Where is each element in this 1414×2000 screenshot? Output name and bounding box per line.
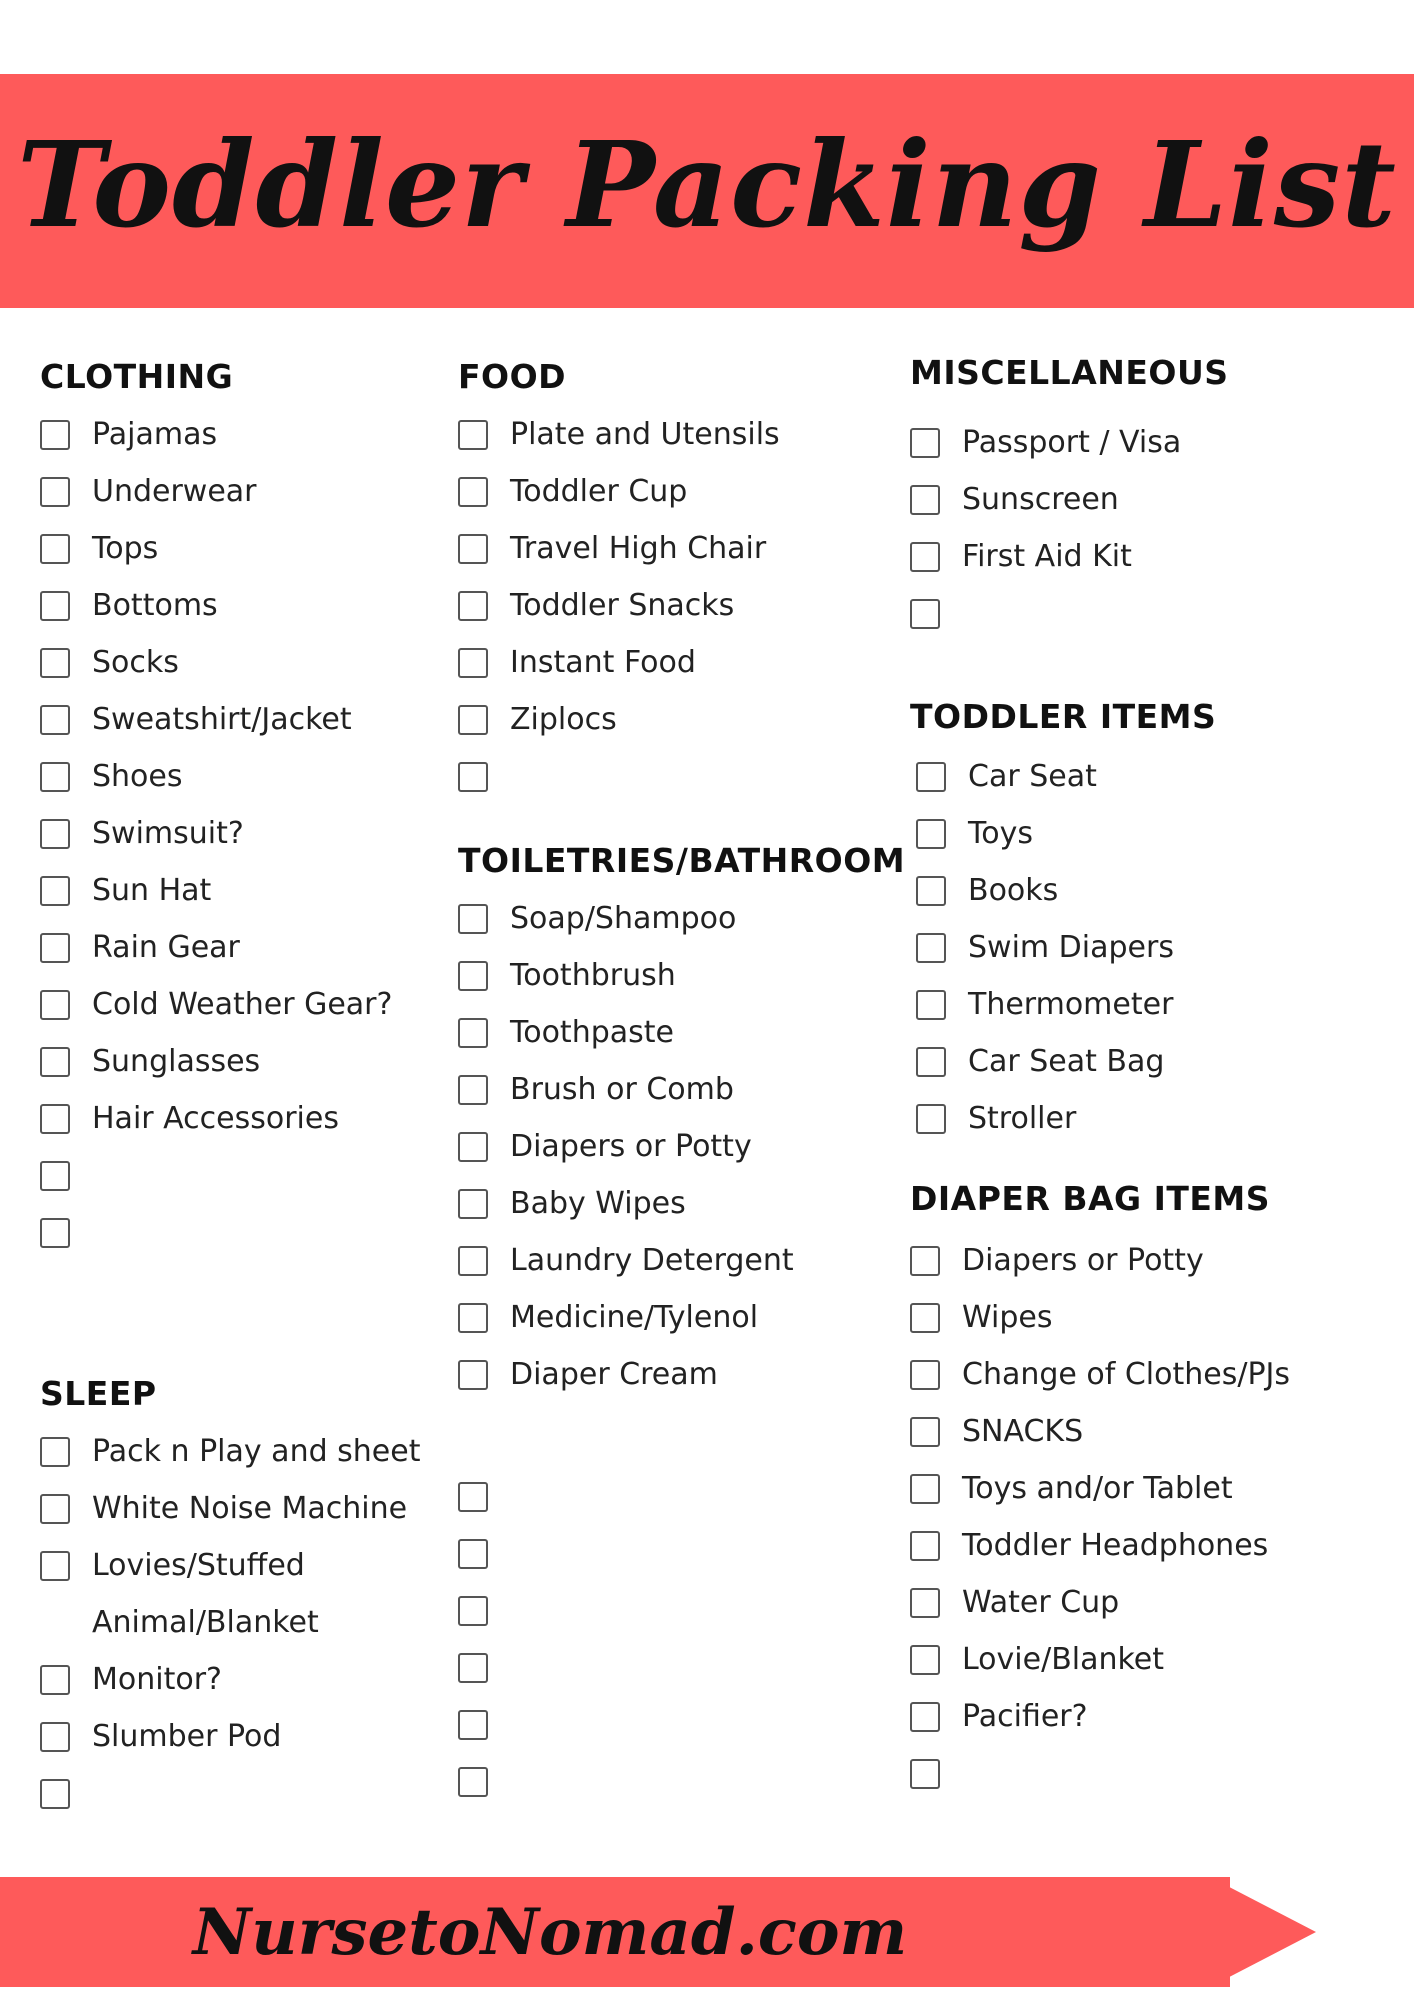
checklist-item <box>40 410 440 467</box>
checklist-item-label: Ziplocs <box>510 702 617 737</box>
checklist-item-label: Plate and Utensils <box>510 417 780 452</box>
checklist-item-label: Car Seat <box>968 759 1097 794</box>
checklist-item <box>910 475 1390 532</box>
checklist-sleep <box>40 1427 440 1826</box>
checklist-item <box>916 866 1390 923</box>
checkbox[interactable] <box>458 420 488 450</box>
checkbox[interactable] <box>916 933 946 963</box>
checklist-item-label: Soap/Shampoo <box>510 901 737 936</box>
checkbox[interactable] <box>40 648 70 678</box>
checklist-item-label: Toddler Cup <box>510 474 688 509</box>
section-heading-miscellaneous: MISCELLANEOUS <box>910 353 1229 392</box>
checkbox[interactable] <box>910 1246 940 1276</box>
checklist-item <box>458 410 878 467</box>
checkbox[interactable] <box>916 819 946 849</box>
section-heading-diaper-bag: DIAPER BAG ITEMS <box>910 1179 1271 1218</box>
checkbox[interactable] <box>910 599 940 629</box>
checkbox[interactable] <box>458 534 488 564</box>
checkbox[interactable] <box>40 1722 70 1752</box>
checkbox[interactable] <box>458 1189 488 1219</box>
checklist-item-label: Water Cup <box>962 1585 1120 1620</box>
checklist-item-label: Diapers or Potty <box>962 1243 1204 1278</box>
checklist-item <box>40 980 440 1037</box>
checklist-item-label: Sun Hat <box>92 873 212 908</box>
checklist-item <box>916 923 1390 980</box>
checklist-item-label: Stroller <box>968 1101 1077 1136</box>
footer-arrow-shape <box>1210 1877 1316 1987</box>
checklist-item-label: Car Seat Bag <box>968 1044 1165 1079</box>
checkbox[interactable] <box>40 1437 70 1467</box>
checklist-item-label: Sunscreen <box>962 482 1119 517</box>
checkbox[interactable] <box>40 477 70 507</box>
checklist-item <box>40 1484 440 1541</box>
checklist-item-label: Socks <box>92 645 179 680</box>
checkbox[interactable] <box>458 1018 488 1048</box>
checkbox[interactable] <box>910 1417 940 1447</box>
checklist-item-label: Wipes <box>962 1300 1053 1335</box>
checklist-item-label: Toys <box>968 816 1033 851</box>
section-toiletries-extra <box>458 1472 558 1814</box>
checklist-item-label: Thermometer <box>968 987 1174 1022</box>
checkbox[interactable] <box>458 1303 488 1333</box>
checklist-item <box>458 1586 558 1643</box>
checklist-item-label: Rain Gear <box>92 930 240 965</box>
section-sleep <box>40 1371 440 1826</box>
checklist-item-label: Books <box>968 873 1059 908</box>
checklist-item-label: Monitor? <box>92 1662 222 1697</box>
checklist-item-label: Bottoms <box>92 588 218 623</box>
checklist-item <box>910 1749 1390 1806</box>
checklist-item <box>458 951 888 1008</box>
checklist-item-label: Laundry Detergent <box>510 1243 794 1278</box>
checkbox[interactable] <box>910 1702 940 1732</box>
section-heading-clothing: CLOTHING <box>40 357 234 396</box>
checklist-item-label: Toddler Headphones <box>962 1528 1269 1563</box>
checkbox[interactable] <box>458 1767 488 1797</box>
checklist-item-label: Sunglasses <box>92 1044 261 1079</box>
checkbox[interactable] <box>40 420 70 450</box>
checklist-item <box>910 1521 1390 1578</box>
checkbox[interactable] <box>458 1360 488 1390</box>
checklist-item-label: Swim Diapers <box>968 930 1174 965</box>
checkbox[interactable] <box>458 961 488 991</box>
title-banner <box>0 74 1414 308</box>
checklist-item-label: Instant Food <box>510 645 696 680</box>
checkbox[interactable] <box>40 1104 70 1134</box>
checklist-item <box>910 1635 1390 1692</box>
checkbox[interactable] <box>458 1539 488 1569</box>
checklist-item <box>40 524 440 581</box>
checklist-item <box>40 638 440 695</box>
checkbox[interactable] <box>40 1665 70 1695</box>
checklist-item <box>910 1464 1390 1521</box>
checklist-item <box>910 589 1390 646</box>
checklist-miscellaneous <box>910 418 1390 646</box>
checklist-item <box>458 1529 558 1586</box>
checklist-item <box>916 809 1390 866</box>
checklist-item-label: Sweatshirt/Jacket <box>92 702 352 737</box>
checklist-item <box>458 1757 558 1814</box>
checklist-item-label: Diapers or Potty <box>510 1129 752 1164</box>
checkbox[interactable] <box>910 428 940 458</box>
checkbox[interactable] <box>458 904 488 934</box>
checklist-item <box>916 980 1390 1037</box>
checklist-item-label: Lovies/Stuffed Animal/Blanket <box>92 1548 319 1640</box>
section-heading-food: FOOD <box>458 357 567 396</box>
checklist-item-label: Tops <box>92 531 159 566</box>
checkbox[interactable] <box>910 1645 940 1675</box>
checklist-item <box>458 581 878 638</box>
checkbox[interactable] <box>40 933 70 963</box>
checklist-item-label: Slumber Pod <box>92 1719 282 1754</box>
checkbox[interactable] <box>40 990 70 1020</box>
section-clothing <box>40 354 440 1265</box>
checklist-item-label: Underwear <box>92 474 257 509</box>
checklist-item <box>910 1692 1390 1749</box>
checklist-item-label: Travel High Chair <box>510 531 767 566</box>
checkbox[interactable] <box>910 1531 940 1561</box>
checklist-item-label: Pajamas <box>92 417 218 452</box>
checklist-item-label: Toys and/or Tablet <box>962 1471 1233 1506</box>
checklist-item <box>910 1407 1390 1464</box>
checklist-item-label: Swimsuit? <box>92 816 244 851</box>
section-food <box>458 354 878 809</box>
checklist-item <box>40 1037 440 1094</box>
checklist-item <box>458 1472 558 1529</box>
checklist-item <box>910 1236 1390 1293</box>
checklist-item <box>458 1700 558 1757</box>
checklist-item-label: Lovie/Blanket <box>962 1642 1165 1677</box>
checklist-diaper-bag <box>910 1236 1390 1806</box>
checklist-item-label: Hair Accessories <box>92 1101 339 1136</box>
checkbox[interactable] <box>40 1161 70 1191</box>
checkbox[interactable] <box>458 1075 488 1105</box>
checkbox[interactable] <box>910 1474 940 1504</box>
checklist-item <box>458 695 878 752</box>
checkbox[interactable] <box>910 1588 940 1618</box>
checklist-item <box>40 752 440 809</box>
checklist-item <box>910 1350 1390 1407</box>
checklist-item <box>910 1578 1390 1635</box>
checklist-item-label: First Aid Kit <box>962 539 1132 574</box>
checklist-item-label: Toothpaste <box>510 1015 674 1050</box>
checklist-toiletries-extra <box>458 1472 558 1814</box>
checkbox[interactable] <box>458 1653 488 1683</box>
checkbox[interactable] <box>916 990 946 1020</box>
checkbox[interactable] <box>916 1104 946 1134</box>
checklist-item <box>458 638 878 695</box>
checkbox[interactable] <box>458 1710 488 1740</box>
section-miscellaneous <box>910 350 1390 646</box>
checkbox[interactable] <box>40 534 70 564</box>
checkbox[interactable] <box>40 819 70 849</box>
checkbox[interactable] <box>40 1218 70 1248</box>
checklist-item <box>916 1094 1390 1151</box>
checkbox[interactable] <box>458 1246 488 1276</box>
checklist-item <box>40 581 440 638</box>
checklist-item <box>458 467 878 524</box>
checklist-item <box>916 1037 1390 1094</box>
checkbox[interactable] <box>458 1596 488 1626</box>
checkbox[interactable] <box>40 1047 70 1077</box>
checkbox[interactable] <box>910 1360 940 1390</box>
checklist-item <box>910 532 1390 589</box>
checklist-item <box>40 467 440 524</box>
checklist-item <box>458 1236 888 1293</box>
section-diaper-bag <box>910 1176 1390 1806</box>
checklist-item-label: Passport / Visa <box>962 425 1182 460</box>
checkbox[interactable] <box>40 762 70 792</box>
checklist-item <box>458 894 888 951</box>
checkbox[interactable] <box>910 1759 940 1789</box>
section-toiletries <box>458 838 906 1407</box>
checklist-item <box>916 752 1390 809</box>
checklist-item <box>40 1208 440 1265</box>
checkbox[interactable] <box>40 876 70 906</box>
checkbox[interactable] <box>910 485 940 515</box>
checklist-item-label: Toothbrush <box>510 958 676 993</box>
checklist-item-label: Brush or Comb <box>510 1072 734 1107</box>
checklist-item <box>910 418 1390 475</box>
checklist-item-label: Pacifier? <box>962 1699 1088 1734</box>
checkbox[interactable] <box>40 705 70 735</box>
checklist-item <box>458 1065 888 1122</box>
checklist-food <box>458 410 878 809</box>
checklist-item <box>40 866 440 923</box>
checkbox[interactable] <box>458 591 488 621</box>
section-toddler-items <box>910 694 1390 1151</box>
footer-website: NursetoNomad.com <box>192 1894 908 1970</box>
checklist-item <box>458 752 878 809</box>
checklist-item <box>458 1008 888 1065</box>
checklist-item <box>458 1122 888 1179</box>
checklist-item-label: Cold Weather Gear? <box>92 987 393 1022</box>
checklist-item <box>40 1094 440 1151</box>
checklist-item-label: Change of Clothes/PJs <box>962 1357 1291 1392</box>
section-heading-sleep: SLEEP <box>40 1374 157 1413</box>
checkbox[interactable] <box>40 1494 70 1524</box>
checklist-item <box>458 1350 888 1407</box>
checklist-item <box>910 1293 1390 1350</box>
checklist-item-label: Pack n Play and sheet <box>92 1434 421 1469</box>
checkbox[interactable] <box>40 591 70 621</box>
checklist-item <box>40 809 440 866</box>
checklist-item-label: Medicine/Tylenol <box>510 1300 759 1335</box>
checklist-item <box>40 1541 440 1655</box>
checkbox[interactable] <box>458 705 488 735</box>
checkbox[interactable] <box>458 1482 488 1512</box>
checklist-item-label: White Noise Machine <box>92 1491 408 1526</box>
checklist-toddler-items <box>916 752 1390 1151</box>
checkbox[interactable] <box>458 648 488 678</box>
checkbox[interactable] <box>458 1132 488 1162</box>
section-heading-toiletries: TOILETRIES/BATHROOM <box>458 841 906 880</box>
checklist-item <box>458 524 878 581</box>
checkbox[interactable] <box>910 542 940 572</box>
checklist-item <box>40 1427 440 1484</box>
checklist-clothing <box>40 410 440 1265</box>
checklist-item <box>40 1712 440 1769</box>
checklist-item <box>40 1151 440 1208</box>
checkbox[interactable] <box>910 1303 940 1333</box>
checkbox[interactable] <box>458 762 488 792</box>
checklist-item <box>40 1655 440 1712</box>
checklist-item <box>458 1293 888 1350</box>
checklist-item-label: Diaper Cream <box>510 1357 718 1392</box>
checkbox[interactable] <box>916 762 946 792</box>
page-title: Toddler Packing List <box>17 114 1397 254</box>
checklist-item-label: Baby Wipes <box>510 1186 686 1221</box>
checklist-item-label: Toddler Snacks <box>510 588 735 623</box>
checklist-item <box>458 1643 558 1700</box>
checklist-item-label: Shoes <box>92 759 183 794</box>
checklist-item <box>458 1179 888 1236</box>
checklist-item <box>40 1769 440 1826</box>
checkbox[interactable] <box>916 876 946 906</box>
checklist-item <box>40 695 440 752</box>
checkbox[interactable] <box>916 1047 946 1077</box>
checklist-item-label: SNACKS <box>962 1414 1084 1449</box>
checkbox[interactable] <box>40 1779 70 1809</box>
section-heading-toddler-items: TODDLER ITEMS <box>910 697 1217 736</box>
checkbox[interactable] <box>458 477 488 507</box>
checklist-toiletries <box>458 894 888 1407</box>
checkbox[interactable] <box>40 1551 70 1581</box>
checklist-item <box>40 923 440 980</box>
